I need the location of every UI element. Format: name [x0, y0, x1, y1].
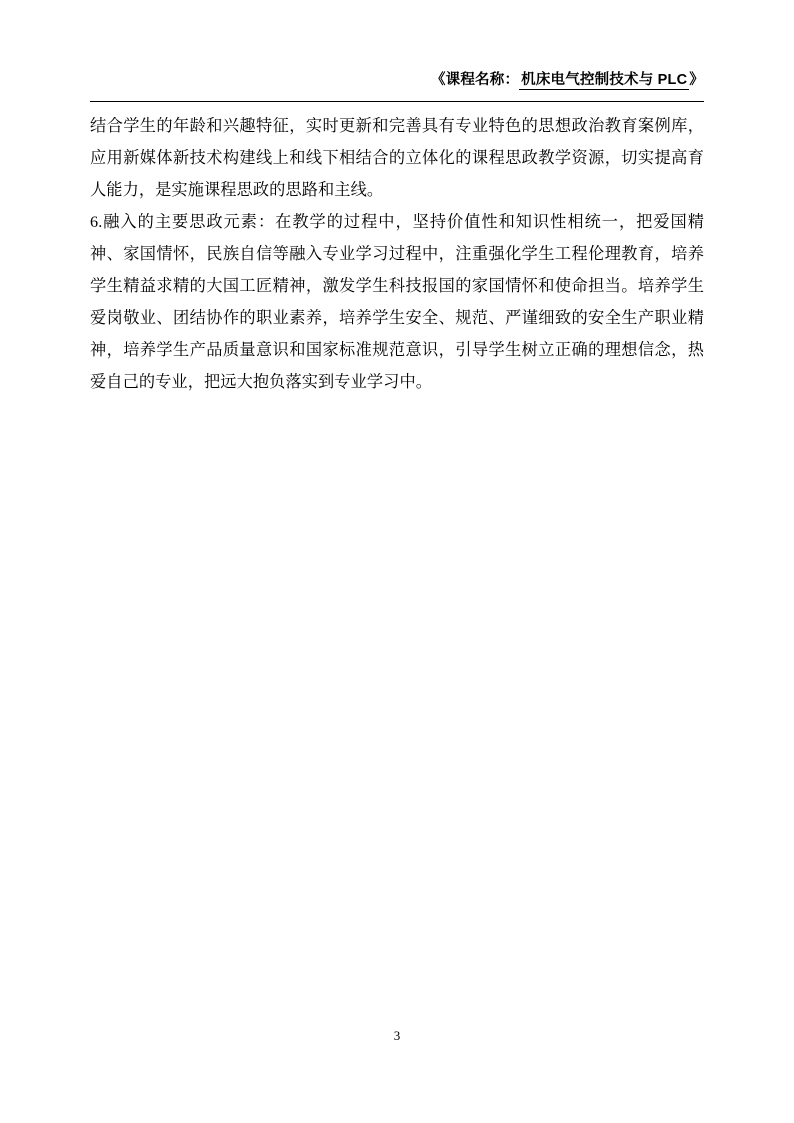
header-divider [90, 101, 704, 102]
header-course-name: 机床电气控制技术与 PLC [521, 72, 688, 88]
paragraph-1: 结合学生的年龄和兴趣特征，实时更新和完善具有专业特色的思想政治教育案例库，应用新媒体新技术构建线上和线下相结合的立体化的课程思政教学资源，切实提高育人能力，是实施课程思政的思路和主线。 [90, 117, 704, 199]
page-header [90, 68, 704, 89]
header-course-label: 课程名称： [445, 72, 520, 88]
paragraph-2: 6.融入的主要思政元素：在教学的过程中，坚持价值性和知识性相统一，把爱国精神、家国情怀，民族自信等融入专业学习过程中，注重强化学生工程伦理教育，培养学生精益求精的大国工匠精神，激发学生科技报国的家国情怀和使命担当。培养学生爱岗敬业、团结协作的职业素养，培养学生安全、规范、严谨细致的安全生产职业精神，培养学生产品质量意识和国家标准规范意识，引导学生树立正确的理想信念，热爱自己的专业，把远大抱负落实到专业学习中。 [90, 213, 704, 391]
page-number: 3 [393, 1028, 401, 1043]
document-body [90, 110, 704, 398]
header-bracket-open: 《 [430, 72, 446, 88]
header-bracket-close: 》 [689, 72, 704, 88]
